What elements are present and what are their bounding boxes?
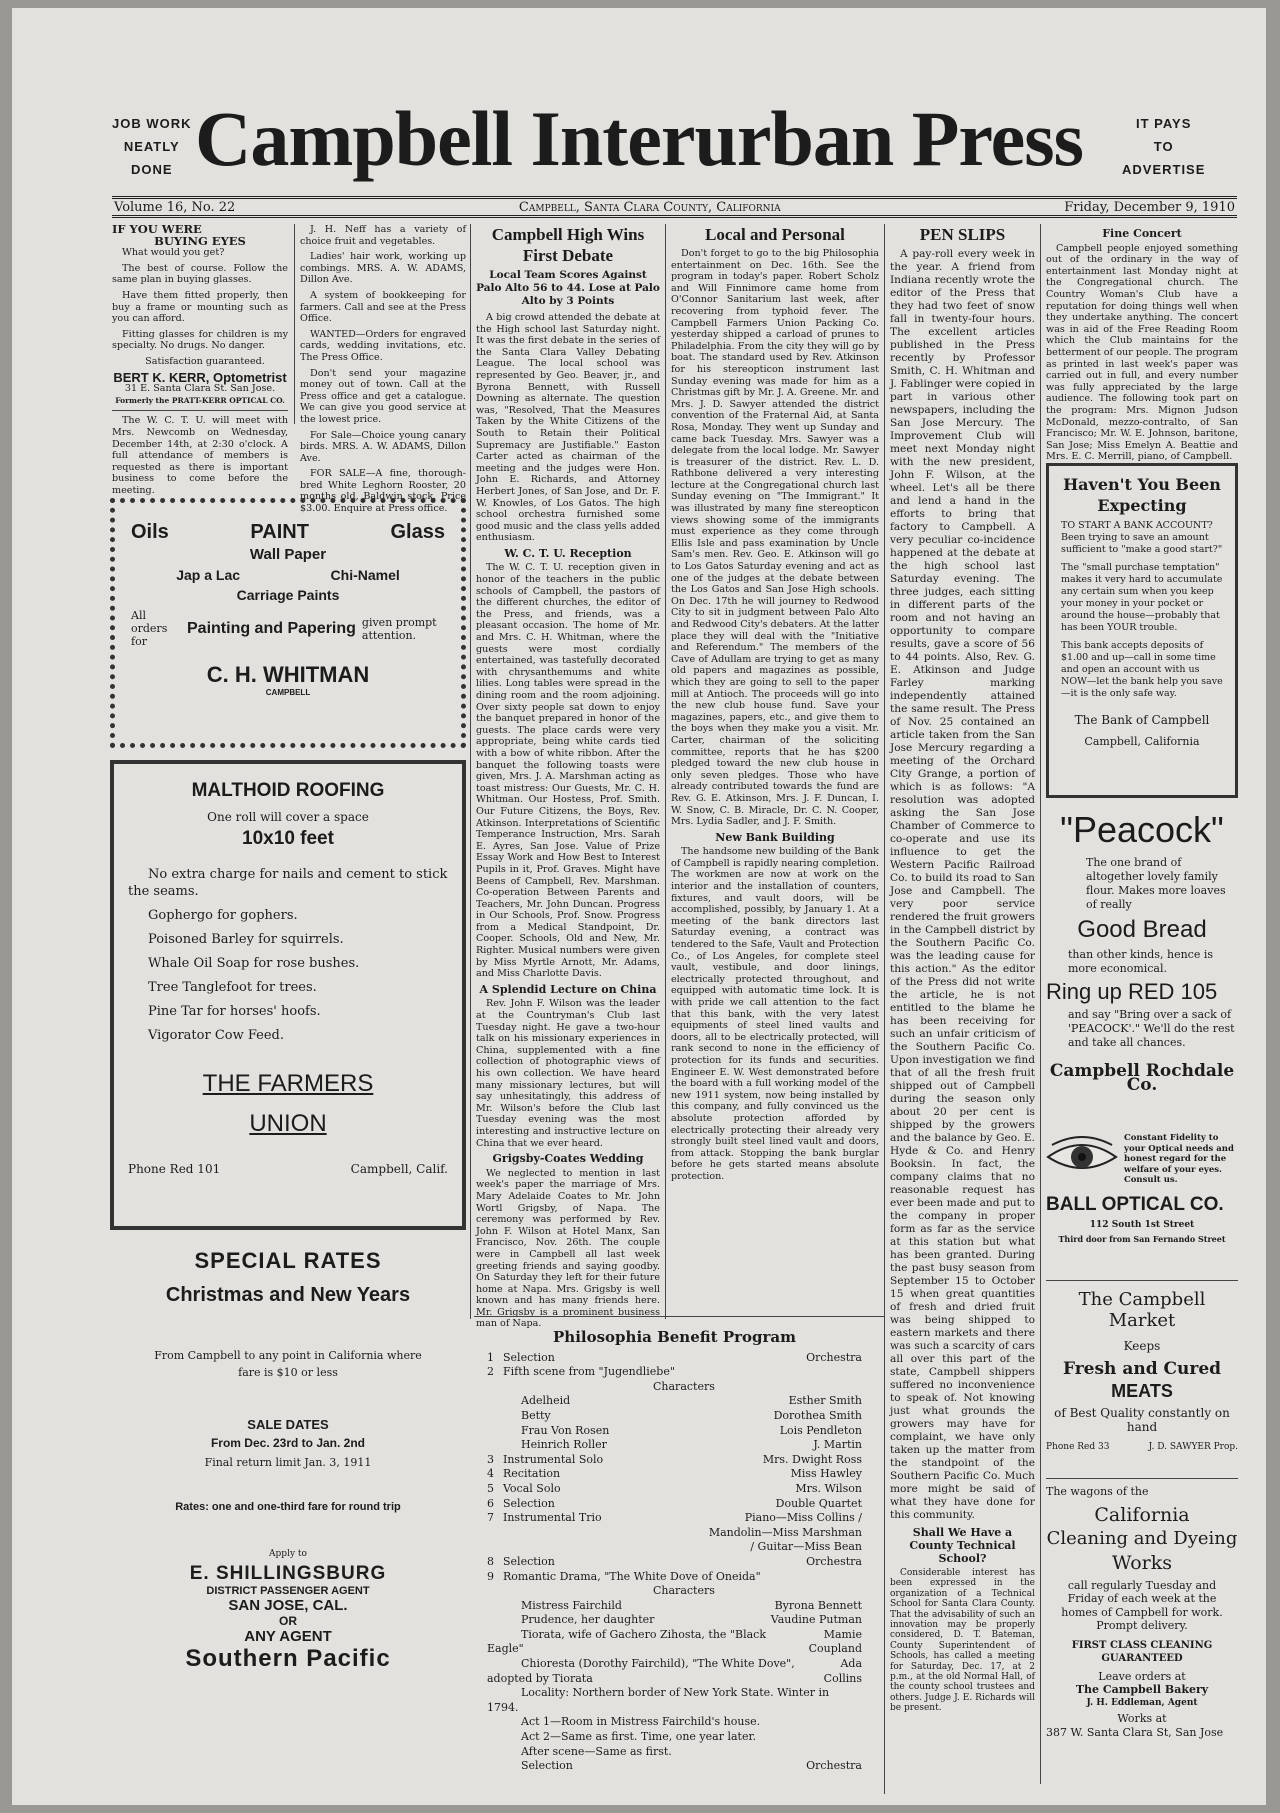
column-rule xyxy=(665,224,666,1319)
program-performer: Orchestra xyxy=(806,1350,862,1364)
program-row xyxy=(487,1394,862,1409)
program-performer: Miss Hawley xyxy=(790,1467,862,1481)
masthead xyxy=(12,95,1266,182)
program-row xyxy=(487,1584,862,1599)
program-performer: Lois Pendleton xyxy=(779,1423,862,1437)
program-item: Romantic Drama, "The White Dove of Oneida" xyxy=(503,1569,761,1583)
column-rule xyxy=(470,224,471,1319)
program-number: 9 xyxy=(487,1569,494,1583)
optometrist-name: BERT K. KERR, Optometrist xyxy=(113,369,287,385)
column-rule xyxy=(294,224,295,424)
column-rule xyxy=(1040,224,1041,1784)
program-row xyxy=(487,1730,862,1745)
southern-pacific-ad: SPECIAL RATES Christmas and New Years From Campbell to any point in California where fare is $10 or less SALE DATES From Dec. 23rd to Jan. 2nd Final return limit Jan. 3, 1911 Rates: one and one-third fare for round trip Apply to E. SHILLINGSBURG DISTRICT PASSENGER AGENT SAN JOSE, CAL. OR ANY AGENT Southern Pacific xyxy=(154,1248,422,1672)
optometrist-column: IF YOU WERE BUYING EYES What would you get? The best of course. Follow the same plan in buying glasses. Have them fitted properly, then buy a frame or mounting such as you can afford. Fitting glasses for children is my specialty. No drugs. No danger. Satisfaction guaranteed. BERT K. KERR, Optometrist 31 E. Santa Clara St. San Jose. Formerly the PRATT-KERR OPTICAL CO. The W. C. T. U. will meet with Mrs. Newcomb on Wednesday, December 14th, at 2:30 o'clock. A full attendance of members is requested as there is important business to come before the meeting. xyxy=(112,222,288,496)
program-performer: Orchestra xyxy=(806,1759,862,1773)
dateline xyxy=(112,196,1237,218)
program-item: Fifth scene from "Jugendliebe" xyxy=(503,1365,675,1379)
program-performer: Esther Smith xyxy=(788,1394,862,1408)
campbell-market-ad: The Campbell Market Keeps Fresh and Cured MEATS of Best Quality constantly on hand Phone Red 33 J. D. SAWYER Prop. xyxy=(1046,1280,1238,1460)
volume: Volume 16, No. 22 xyxy=(114,199,236,215)
peacock-flour-ad: "Peacock" The one brand of altogether lovely family flour. Makes more loaves of really Good Bread than other kinds, hence is more economical. Ring up RED 105 and say "Bring over a sack of 'PEACOCK'." We'll do the rest and take all chances. Campbell Rochdale Co. xyxy=(1046,809,1235,1095)
ball-optical-ad: Constant Fidelity to your Optical needs and honest regard for the welfare of your eyes. Consult us. BALL OPTICAL CO. 112 South 1st Street Third door from San Fernando Street xyxy=(1046,1133,1234,1244)
program-row xyxy=(487,1686,862,1715)
program-row xyxy=(487,1467,862,1482)
program-item: Act 2—Same as first. Time, one year later. xyxy=(521,1730,756,1744)
program-row xyxy=(487,1424,862,1439)
program-item: Locality: Northern border of New York State. Winter in 1794. xyxy=(487,1686,830,1714)
program-item: Instrumental Trio xyxy=(503,1511,602,1525)
program-row xyxy=(487,1380,862,1395)
eye-icon xyxy=(1046,1133,1118,1179)
local-headline: Local and Personal xyxy=(705,225,845,244)
farmers-union-ad: MALTHOID ROOFING One roll will cover a space 10x10 feet No extra charge for nails and cement to stick the seams. Gophergo for gophers. Poisoned Barley for squirrels. Whale Oil Soap for rose bushes. Tree Tanglefoot for trees. Pine Tar for horses' hoofs. Vigorator Cow Feed. THE FARMERS UNION Phone Red 101 Campbell, Calif. xyxy=(110,760,466,1230)
issue-date: Friday, December 9, 1910 xyxy=(1064,199,1235,215)
program-row xyxy=(487,1715,862,1730)
philosophia-program: Philosophia Benefit Program 1 Selection Orchestra 2 Fifth scene from "Jugendliebe" Characters Adelheid Esther Smith Betty Dorothea Smith Frau Von Rosen Lois Pendleton Heinrich Roller J. Martin 3 Instrumental Solo Mrs. Dwight Ross 4 Recitation Miss Hawley 5 Vocal Solo Mrs. Wilson 6 Selection Double Quartet 7 Instrumental Trio Piano—Miss Collins / Mandolin—Miss Marshman / Guitar—Miss Bean 8 Selection Orchestra 9 Romantic Drama, "The White Dove of Oneida" Characters Mistress Fairchild Byrona Bennett Prudence, her daughter Vaudine Putman Tiorata, wife of Gachero Zihosta, the "Black Eagle" Mamie Coupland Chioresta (Dorothy Fairchild), "The White Dove", adopted by Tiorata Ada Collins Locality: Northern border of New York State. Winter in 1794. Act 1—Room in Mistress Fairchild's house. Act 2—Same as first. Time, one year later. After scene—Same as first. Selection Orchestra xyxy=(487,1328,862,1773)
program-item: Tiorata, wife of Gachero Zihosta, the "Black Eagle" xyxy=(487,1627,766,1656)
place: Campbell, Santa Clara County, California xyxy=(518,199,781,215)
right-ear: IT PAYS TO ADVERTISE xyxy=(1122,116,1206,177)
program-row xyxy=(487,1628,862,1657)
program-row xyxy=(487,1511,862,1555)
program-row xyxy=(487,1351,862,1366)
program-rule xyxy=(474,1316,884,1317)
program-performer: Vaudine Putman xyxy=(770,1613,862,1627)
program-row xyxy=(487,1438,862,1453)
program-row xyxy=(487,1409,862,1424)
program-item: Heinrich Roller xyxy=(521,1438,607,1452)
program-row xyxy=(487,1613,862,1628)
program-row xyxy=(487,1759,862,1774)
program-item: Frau Von Rosen xyxy=(521,1423,610,1437)
program-item: Instrumental Solo xyxy=(503,1452,604,1466)
program-item: Recitation xyxy=(503,1467,561,1481)
program-number: 7 xyxy=(487,1511,494,1525)
whitman-paint-ad: Oils PAINT Glass Wall Paper Jap a Lac Chi-Namel Carriage Paints All orders for Painting and Papering given prompt attention. C. H. WHITMAN CAMPBELL xyxy=(110,498,466,748)
program-number: 5 xyxy=(487,1481,494,1495)
program-item: Vocal Solo xyxy=(503,1481,561,1495)
local-personal-column: Local and Personal Don't forget to go to the big Philosophia entertainment on Dec. 16th. See the program in today's paper. Robert Scholz and Will Finnimore came home from O'Connor Sanitarium last week, after recovering from typhoid fever. The Campbell Farmers Union Packing Co. yesterday shipped a carload of prunes to Philadelphia. From the city they will go by boat. The standard used by Rev. Atkinson for his stereopticon instrument last Sunday evening was made for him as a Christmas gift by Mr. J. A. Greene. Mr. and Mrs. J. D. Sawyer attended the district convention of the Fraternal Aid, at Santa Rosa, Monday. They went up Sunday and came back Tuesday. Mrs. Sawyer was a delegate from the local lodge. Mr. Sawyer is treasurer of the district. Rev. L. D. Rathbone delivered a very interesting lecture at the Congregational church last Sunday evening on "The Immigrant." It was illustrated by many fine stereopticon views showing some of the immigrants must experience as they come through Ellis Isle and pass examination by Uncle Sam's men. Rev. Geo. E. Atkinson will go to Los Gatos Saturday evening and act as one of the judges at the debate between the Los Gatos and San Jose High schools. On Dec. 17th he will journey to Redwood City to sit in judgment between Palo Alto and Redwood City's debaters. At the latter place they will deal with the "Initiative and Referendum." The members of the Cave of Adullam are trying to get as many old papers and magazines as possible, which they are going to sell to the paper mill at Antioch. The proceeds will go into the new club house fund. Save your magazines, papers, etc., and give them to the boys when they make you a visit. Mr. Carter, chairman of the soliciting committee, reports that he has $200 pledged toward the new club house in only seven pledges. Those who have already contributed towards the fund are Rev. G. E. Atkinson, Mrs. J. F. Duncan, I. W. Snow, C. B. Miracle, Dr. C. N. Cooper, Mrs. Lydia Sadler, and J. F. Smith. New Bank Building The handsome new building of the Bank of Campbell is rapidly nearing completion. The workmen are now at work on the interior and the installation of counters, fixtures, and vault doors, will be accomplished, possibly, by January 1. At a meeting of the bank directors last Saturday evening, a contract was tendered to the Safe, Vault and Protection Co., of Los Angeles, for complete steel vault, vestibule, and door linings, electrically protected throughout, and equipped with automatic time lock. It is with pride we call attention to the fact that this bank, with the very latest equipments of steel lined vaults and doors, all to be electrically protected, will rank second to none in the efficiency of protection for its funds and securities. Engineer E. W. West demonstrated before the board with a full working model of the new 1911 system, now being installed by this company, and fully convinced us the absolute protection afforded by electrically protecting their already very strongly built steel lined vault and doors, from attack. Stopping the bank burglar before he gets started means absolute protection. xyxy=(671,225,879,1182)
bank-of-campbell-ad: Haven't You Been Expecting TO START A BANK ACCOUNT? Been trying to save an amount sufficient to "make a good start?" The "small purchase temptation" makes it very hard to accumulate any certain sum when you keep your money in your pocket or around the house—probably that has been YOUR trouble. This bank accepts deposits of $1.00 and up—call in some time and open an account with us NOW—let the bank help you save—it is the only safe way. The Bank of Campbell Campbell, California xyxy=(1046,463,1238,798)
debate-headline: Campbell High Wins First Debate xyxy=(491,225,645,265)
program-row xyxy=(487,1482,862,1497)
program-number: 4 xyxy=(487,1467,494,1481)
program-item: Selection xyxy=(521,1759,573,1773)
program-row xyxy=(487,1555,862,1570)
program-number: 1 xyxy=(487,1350,494,1364)
left-ear: JOB WORK NEATLY DONE xyxy=(112,116,192,177)
program-item: Betty xyxy=(521,1408,551,1422)
newspaper-page xyxy=(12,8,1266,1805)
debate-column: Campbell High Wins First Debate Local Team Scores Against Palo Alto 56 to 44. Lose at Palo Alto by 3 Points A big crowd attended the debate at the High school last Saturday night. It was the first debate in the series of the Santa Clara Valley Debating League. The local school was represented by Geo. Beaver, jr., and Byrona Bennett, with Russell Downing as alternate. The question was, "Resolved, That the Measures Taken by the White Citizens of the South to Retain their Political Supremacy are Justifiable." Easton Carter acted as chairman of the meeting and the judges were Hon. John E. Richards, and Attorney Herbert Jones, of San Jose, and Dr. F. W. Knowles, of Los Gatos. The high school orchestra furnished some good music and the class yells added enthusiasm. W. C. T. U. Reception The W. C. T. U. reception given in honor of the teachers in the public schools of Campbell, the pastors of the different churches, the editor of the Press, and friends, was a pleasant occasion. The home of Mr. and Mrs. C. H. Whitman, where the guests were most cordially entertained, was tastefully decorated with chrysanthemums and white lilies. Long tables were spread in the dining room and the room adjoining. Over sixty people sat down to enjoy the banquet prepared in honor of the guests. The place cards were very appropriate, being white cards tied with a bow of white ribbon. After the banquet the following toasts were given, Mrs. J. A. Marshman acting as toast mistress: Our Guests, Mr. C. H. Whitman. Our Hostess, Prof. Smith. Our Future Citizens, the Boys, Rev. Atkinson. Interpretations of Scientific Temperance Instruction, Mrs. Sarah E. Ayres, San Jose. Value of Prize Essay Work and How Best to Interest Pupils in it, Prof. Graves. Might have Beens of Campbell, Rev. Marshman. Co-operation Between Parents and Teachers, Mr. John Duncan. Progress in Our Schools, Prof. Snow. Progress from a Medical Standpoint, Dr. Cooper. Schools, Old and New, Mr. Righter. Musical numbers were given by Miss Myrtle Arnott, Mr. Adams, and Miss Charlotte Davis. A Splendid Lecture on China Rev. John F. Wilson was the leader at the Countryman's Club last Tuesday night. He gave a two-hour talk on his missionary experiences in China, supplemented with a fine collection of photographic views of his own collection. We have heard many missionary lectures, but will say unhesitatingly, this address of Mr. Wilson's before the Club last Tuesday evening was the most interesting and instructive lecture on China that we ever heard. Grigsby-Coates Wedding We neglected to mention in last week's paper the marriage of Mrs. Mary Adelaide Coates to Mr. John Wortl Grigsby, of Napa. The ceremony was performed by Rev. John F. Wilson at Hotel Manx, San Francisco, Nov. 26th. The couple were in Campbell all last week greeting friends and saying goodby. On Saturday they left for their future home at Napa. Mrs. Grigsby is well known and has many friends here. Mr. Grigsby is a prominent business man of Napa. xyxy=(476,225,660,1330)
program-item: Adelheid xyxy=(521,1394,571,1408)
program-performer: Mamie Coupland xyxy=(808,1627,862,1656)
program-performer: Double Quartet xyxy=(775,1496,862,1510)
program-item: Act 1—Room in Mistress Fairchild's house. xyxy=(521,1715,761,1729)
program-item: Selection xyxy=(503,1554,555,1568)
cleaning-works-ad: The wagons of the California Cleaning and Dyeing Works call regularly Tuesday and Friday of each week at the homes of Campbell for work. Prompt delivery. FIRST CLASS CLEANING GUARANTEED Leave orders at The Campbell Bakery J. H. Eddleman, Agent Works at 387 W. Santa Clara St, San Jose xyxy=(1046,1478,1238,1793)
program-number: 3 xyxy=(487,1452,494,1466)
program-item: Chioresta (Dorothy Fairchild), "The White Dove", adopted by Tiorata xyxy=(487,1657,795,1685)
program-performer: Dorothea Smith xyxy=(773,1408,862,1422)
pen-slips-column: PEN SLIPS A pay-roll every week in the year. A friend from Indiana recently wrote the editor of the Press that they had two feet of snow fall in twenty-four hours. The excellent articles published in the Press recently by Professor Smith, C. H. Whitman and J. Fablinger were copied in part in various other newspapers, including the San Jose Mercury. The Improvement Club will meet next Monday night with the new president, John F. Wilson, at the wheel. Let's all be there and lend a hand in the efforts to bring that factory to Campbell. A very peculiar co-incidence happened at the debate at the high school last Saturday evening. The three judges, each sitting in different parts of the room and not having an opportunity to compare results, gave a score of 56 to 44 points. Also, Rev. G. E. Atkinson and Judge Farley marking independently attained the same result. The Press of Nov. 25 contained an article taken from the San Jose Mercury regarding a meeting of the Orchard City Grange, a portion of which is as follows: "A resolution was adopted asking the San Jose Chamber of Commerce to co-operate and use its influence to get the Western Pacific Railroad Co. to build its road to San Jose and Campbell. The very poor service rendered the fruit growers in the Campbell district by the Southern Pacific Co. was the leading cause for this action." As the editor of the Press did not write the article, he is not entitled to the blame he has been receiving for such an unfair criticism of the Southern Pacific Co. Upon investigation we find that of all the fresh fruit shipped out of Campbell during the season only about 20 per cent is shipped by the growers and the balance by Geo. E. Hyde & Co. and Henry Booksin. In fact, the company claims that no reasonable request has ever been made and put to the company in proper form as far as the service at this station but what has been granted. During the past busy season from September 15 to October 15 when great quantities of fresh and dried fruit was being shipped to eastern markets and there was such a scarcity of cars all over this part of the state, Campbell shippers suffered no inconvenience to speak of. Not knowing just what grounds the growers may have for complaint, we have only taken up the matter from the standpoint of the Southern Pacific Co. Much more might be said of what they have done for this community. Shall We Have a County Technical School? Considerable interest has been expressed in the organization of a Technical School for Santa Clara County. That the advisability of such an innovation may be properly considered, D. T. Bateman, County Superintendent of Schools, has called a meeting for Saturday, Dec. 17, at 2 p.m., at the old Normal Hall, of the county school trustees and others. Judge J. E. Richards will be present. xyxy=(890,225,1035,1714)
program-row xyxy=(487,1497,862,1512)
program-row xyxy=(487,1453,862,1468)
program-performer: Orchestra xyxy=(806,1554,862,1568)
program-number: 6 xyxy=(487,1496,494,1510)
program-performer: Byrona Bennett xyxy=(774,1598,862,1612)
program-performer: Piano—Miss Collins / Mandolin—Miss Marshman / Guitar—Miss Bean xyxy=(708,1511,862,1554)
program-item: After scene—Same as first. xyxy=(521,1744,672,1758)
program-row xyxy=(487,1657,862,1686)
program-row xyxy=(487,1745,862,1760)
program-item: Characters xyxy=(653,1584,715,1598)
program-item: Prudence, her daughter xyxy=(521,1613,655,1627)
program-number: 8 xyxy=(487,1554,494,1568)
masthead-title: Campbell Interurban Press xyxy=(195,95,1083,182)
program-row xyxy=(487,1570,862,1585)
program-row xyxy=(487,1599,862,1614)
program-item: Mistress Fairchild xyxy=(521,1598,622,1612)
classifieds-column: J. H. Neff has a variety of choice fruit and vegetables. Ladies' hair work, working up combings. MRS. A. W. ADAMS, Dillon Ave. A system of bookkeeping for farmers. Call and see at the Press Office. WANTED—Orders for engraved cards, wedding invitations, etc. The Press Office. Don't send your magazine money out of town. Call at the Press office and get a catalogue. We can give you good service at the lowest price. For Sale—Choice young canary birds. MRS. A. W. ADAMS, Dillon Ave. FOR SALE—A fine, thorough-bred White Leghorn Rooster, 20 months old, Baldwin stock. Price $3.00. Enquire at Press office. xyxy=(300,224,466,515)
program-performer: Mrs. Wilson xyxy=(795,1481,862,1495)
concert-column: Fine Concert Campbell people enjoyed something out of the ordinary in the way of entertainment last Monday night at the Congregational church. The Country Woman's Club have a reputation for doing things well when they undertake anything. The concert was in aid of the Free Reading Room which the Club maintains for the betterment of our people. The program as printed in last week's paper was carried out in full, and every number was fully appreciated by the large audience. The following took part on the program: Mrs. Mignon Judson McDonald, mezzo-contralto, of San Francisco; Mr. W. E. Johnson, baritone, San Jose; Miss Emelyn A. Beattie and Mrs. E. C. Merrill, piano, of Campbell. xyxy=(1046,227,1238,463)
program-performer: Ada Collins xyxy=(823,1657,862,1685)
pen-slips-headline: PEN SLIPS xyxy=(919,225,1006,244)
program-item: Selection xyxy=(503,1350,555,1364)
column-rule xyxy=(884,224,885,1794)
program-item: Characters xyxy=(653,1379,715,1393)
program-performer: Mrs. Dwight Ross xyxy=(762,1452,862,1466)
program-row xyxy=(487,1365,862,1380)
program-performer: J. Martin xyxy=(813,1438,862,1452)
program-item: Selection xyxy=(503,1496,555,1510)
program-number: 2 xyxy=(487,1365,494,1379)
